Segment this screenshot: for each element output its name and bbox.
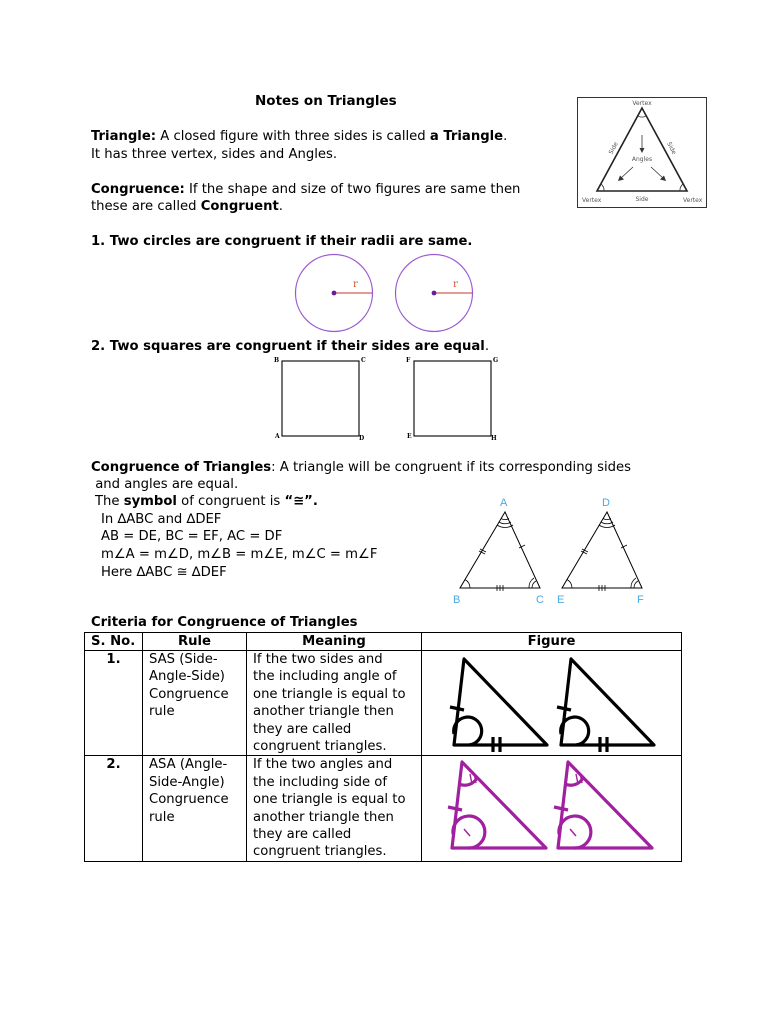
square-label-C: C [361, 357, 366, 364]
triangle-abc [460, 512, 540, 588]
row1-sno: 1. [85, 651, 143, 756]
label-D: D [602, 497, 610, 509]
square-2 [414, 361, 491, 436]
congruence-of-triangles [91, 459, 631, 477]
symbol-line [95, 493, 318, 511]
triangle-end: . [503, 129, 508, 144]
header-rule: Rule [143, 633, 247, 651]
row2-figure [422, 756, 682, 861]
row1-rule-line: SAS (Side- [149, 652, 218, 667]
row2-sno: 2. [85, 756, 143, 861]
label-E: E [557, 594, 565, 604]
angles-label: Angles [631, 156, 653, 163]
vertex-top-label: Vertex [632, 100, 652, 107]
row1-meaning-line: another triangle then [253, 704, 394, 720]
congruence-term: Congruence: [91, 182, 185, 197]
congruence-definition-line2 [91, 198, 283, 216]
squares-rule [91, 338, 489, 356]
row2-meaning-line: congruent triangles. [253, 844, 387, 860]
asa-triangle-1 [452, 762, 546, 848]
triangle-definition [91, 128, 507, 146]
table-row [85, 756, 682, 861]
row2-meaning [247, 756, 422, 861]
row1-meaning-line: one triangle is equal to [253, 686, 406, 702]
label-B: B [453, 594, 461, 604]
label-A: A [500, 497, 508, 509]
asa-figure [422, 756, 680, 859]
cot-line-here: Here ∆ABC ≅ ∆DEF [101, 565, 227, 580]
square-label-H: H [491, 435, 497, 442]
table-row [85, 651, 682, 756]
triangle-parts-figure [577, 97, 707, 208]
row1-rule-line: rule [149, 704, 175, 720]
row1-meaning-line: the including angle of [253, 669, 397, 685]
cot-term: Congruence of Triangles [91, 460, 272, 475]
side-left-label: Side [607, 140, 620, 156]
cot-text: : A triangle will be congruent if its corresponding sides [271, 460, 632, 475]
symbol-quote: “≅”. [284, 494, 318, 509]
header-sno: S. No. [85, 633, 143, 651]
square-label-A: A [275, 433, 280, 440]
cot-line2: and angles are equal. [91, 477, 239, 492]
row1-rule [143, 651, 247, 756]
squares-rule-text: 2. Two squares are congruent if their sides are equal [91, 339, 485, 354]
row1-figure [422, 651, 682, 756]
criteria-heading: Criteria for Congruence of Triangles [91, 615, 358, 630]
row2-rule-line: rule [149, 809, 175, 825]
header-figure: Figure [422, 633, 682, 651]
row1-rule-line: Congruence [149, 686, 229, 702]
square-label-B: B [274, 357, 280, 364]
triangle-text: A closed figure with three sides is called [156, 129, 430, 144]
page-title: Notes on Triangles [255, 93, 397, 109]
squares-rule-end: . [484, 339, 490, 354]
row2-meaning-line: they are called [253, 827, 352, 843]
congruence-definition [91, 181, 520, 199]
congruence-text2: these are called [91, 199, 201, 214]
table-header-row [85, 633, 682, 651]
cot-line-in: In ∆ABC and ∆DEF [101, 512, 222, 527]
row1-meaning-line: they are called [253, 721, 352, 737]
congruence-text: If the shape and size of two figures are same then [184, 182, 521, 197]
row2-rule-line: Side-Angle) [149, 774, 225, 790]
sas-triangle-1 [454, 659, 547, 745]
sas-figure [422, 651, 680, 755]
square-label-G: G [493, 357, 499, 364]
vertex-right-label: Vertex [683, 197, 703, 204]
circles-rule: 1. Two circles are congruent if their radii are same. [91, 234, 473, 249]
row2-rule-line: ASA (Angle- [149, 757, 228, 773]
side-bottom-label: Side [635, 196, 649, 203]
asa-triangle-2 [558, 762, 652, 848]
square-label-D: D [359, 435, 365, 442]
square-label-E: E [407, 433, 412, 440]
row2-meaning-line: one triangle is equal to [253, 792, 406, 808]
row1-rule-line: Angle-Side) [149, 669, 225, 685]
row2-meaning-line: the including side of [253, 774, 388, 790]
row2-meaning-line: another triangle then [253, 809, 394, 825]
symbol-pre: The [95, 494, 124, 509]
cot-line-sides: AB = DE, BC = EF, AC = DF [101, 529, 283, 544]
congruence-end: . [278, 199, 283, 214]
label-C: C [536, 594, 544, 604]
row1-meaning-line: If the two sides and [253, 652, 383, 667]
header-meaning: Meaning [247, 633, 422, 651]
triangle-bold: a Triangle [429, 129, 504, 144]
square-1 [282, 361, 359, 436]
cot-line-angles: m∠A = m∠D, m∠B = m∠E, m∠C = m∠F [101, 547, 378, 562]
row1-meaning-line: congruent triangles. [253, 739, 387, 755]
row1-meaning [247, 651, 422, 756]
side-right-label: Side [665, 140, 678, 156]
triangle-term: Triangle: [91, 129, 157, 144]
circles-figure [290, 253, 480, 338]
vertex-left-label: Vertex [582, 197, 602, 204]
sas-triangle-2 [561, 659, 654, 745]
criteria-table [84, 632, 682, 862]
radius-label-1: r [353, 279, 358, 290]
congruent-triangles-figure [450, 492, 655, 604]
triangle-definition-line2: It has three vertex, sides and Angles. [91, 147, 338, 162]
row2-meaning-line: If the two angles and [253, 757, 393, 773]
row2-rule-line: Congruence [149, 792, 229, 808]
square-label-F: F [406, 357, 411, 364]
symbol-bold: symbol [123, 494, 177, 509]
triangle-def [562, 512, 642, 588]
congruence-bold: Congruent [200, 199, 279, 214]
squares-figure [272, 354, 504, 446]
radius-label-2: r [453, 279, 458, 290]
label-F: F [637, 594, 644, 604]
row2-rule [143, 756, 247, 861]
symbol-mid: of congruent is [176, 494, 285, 509]
